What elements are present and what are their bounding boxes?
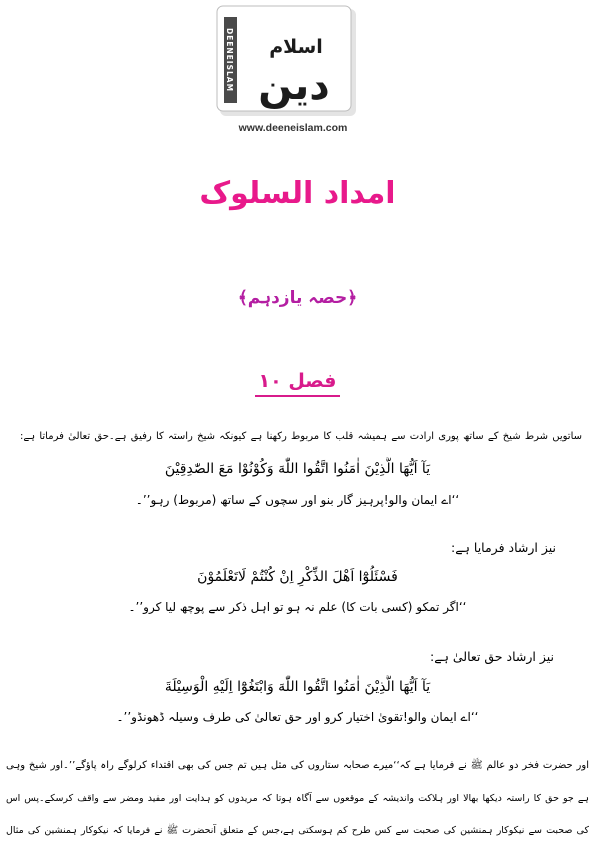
- paragraph-line: کی صحبت سے نیکوکار ہمنشین کی صحبت سے کس طرح کم ہوسکتی ہے،جس کے متعلق آنحضرت ﷺ نے فرمایا کہ نیکوکار ہمنشین کی مثال: [6, 825, 589, 836]
- part-heading: ﴿حصہ یازدہم﴾: [237, 288, 358, 308]
- verse-arabic: يَآ اَيُّهَا الَّذِيْنَ اٰمَنُوا اتَّقُوا اللّٰهَ وَابْتَغُوْٓا اِلَيْهِ الْوَسِيْلَةَ: [164, 679, 431, 695]
- verse-lead: نیز ارشاد فرمایا ہے:: [451, 540, 556, 555]
- site-logo: [216, 5, 358, 118]
- logo-wordmark-top: اسلام: [269, 36, 323, 58]
- section-heading: [180, 366, 415, 397]
- verse-translation: ‘‘اگر تمکو (کسی بات کا) علم نہ ہو تو اہل ذکر سے پوچھ لیا کرو’’۔: [128, 600, 467, 614]
- intro-paragraph-line: ساتویں شرط شیخ کے ساتھ پوری ارادت سے ہمیشہ قلب کا مربوط رکھنا ہے کیونکہ شیخ راستہ کا رفیق ہے۔حق تعالیٰ فرماتا ہے:: [20, 431, 582, 442]
- section-heading-label: فصل ۱۰: [255, 368, 341, 397]
- website-text: www.deeneislam.com: [238, 122, 348, 134]
- logo-side-text: DEENEISLAM: [225, 27, 234, 93]
- book-title: امداد السلوک: [199, 176, 396, 211]
- verse-arabic: يَآ اَيُّهَا الَّذِيْنَ اٰمَنُوا اتَّقُوا اللّٰهَ وَكُوْنُوْا مَعَ الصّٰدِقِيْنَ: [164, 461, 431, 477]
- verse-translation: ‘‘اے ایمان والو!تقویٰ اختیار کرو اور حق تعالیٰ کی طرف وسیلہ ڈھونڈو’’۔: [116, 710, 479, 724]
- logo-graphic: [216, 5, 358, 118]
- paragraph-line: ہے جو حق کا راستہ دیکھا بھالا اور ہلاکت واندیشہ کے موقعوں سے آگاہ ہوتا کہ مریدوں کو ہدایت اور مفید ومضر سے واقف کرسکے۔پس اس: [6, 793, 589, 804]
- verse-arabic: فَسْئَلُوْٓا اَهْلَ الذِّكْرِ اِنْ كُنْتُمْ لَاتَعْلَمُوْنَ: [197, 569, 398, 585]
- verse-lead: نیز ارشاد حق تعالیٰ ہے:: [430, 649, 554, 664]
- paragraph-line: اور حضرت فخر دو عالم ﷺ نے فرمایا ہے کہ‘‘میرے صحابہ ستاروں کی مثل ہیں تم جس کی بھی اقتداء کرلوگے راہ پاؤگے’’۔اور شیخ وہی: [6, 760, 589, 771]
- verse-translation: ‘‘اے ایمان والو!پرہیز گار بنو اور سچوں کے ساتھ (مربوط) رہو’’۔: [135, 493, 460, 507]
- logo-wordmark-main: دین: [258, 63, 330, 109]
